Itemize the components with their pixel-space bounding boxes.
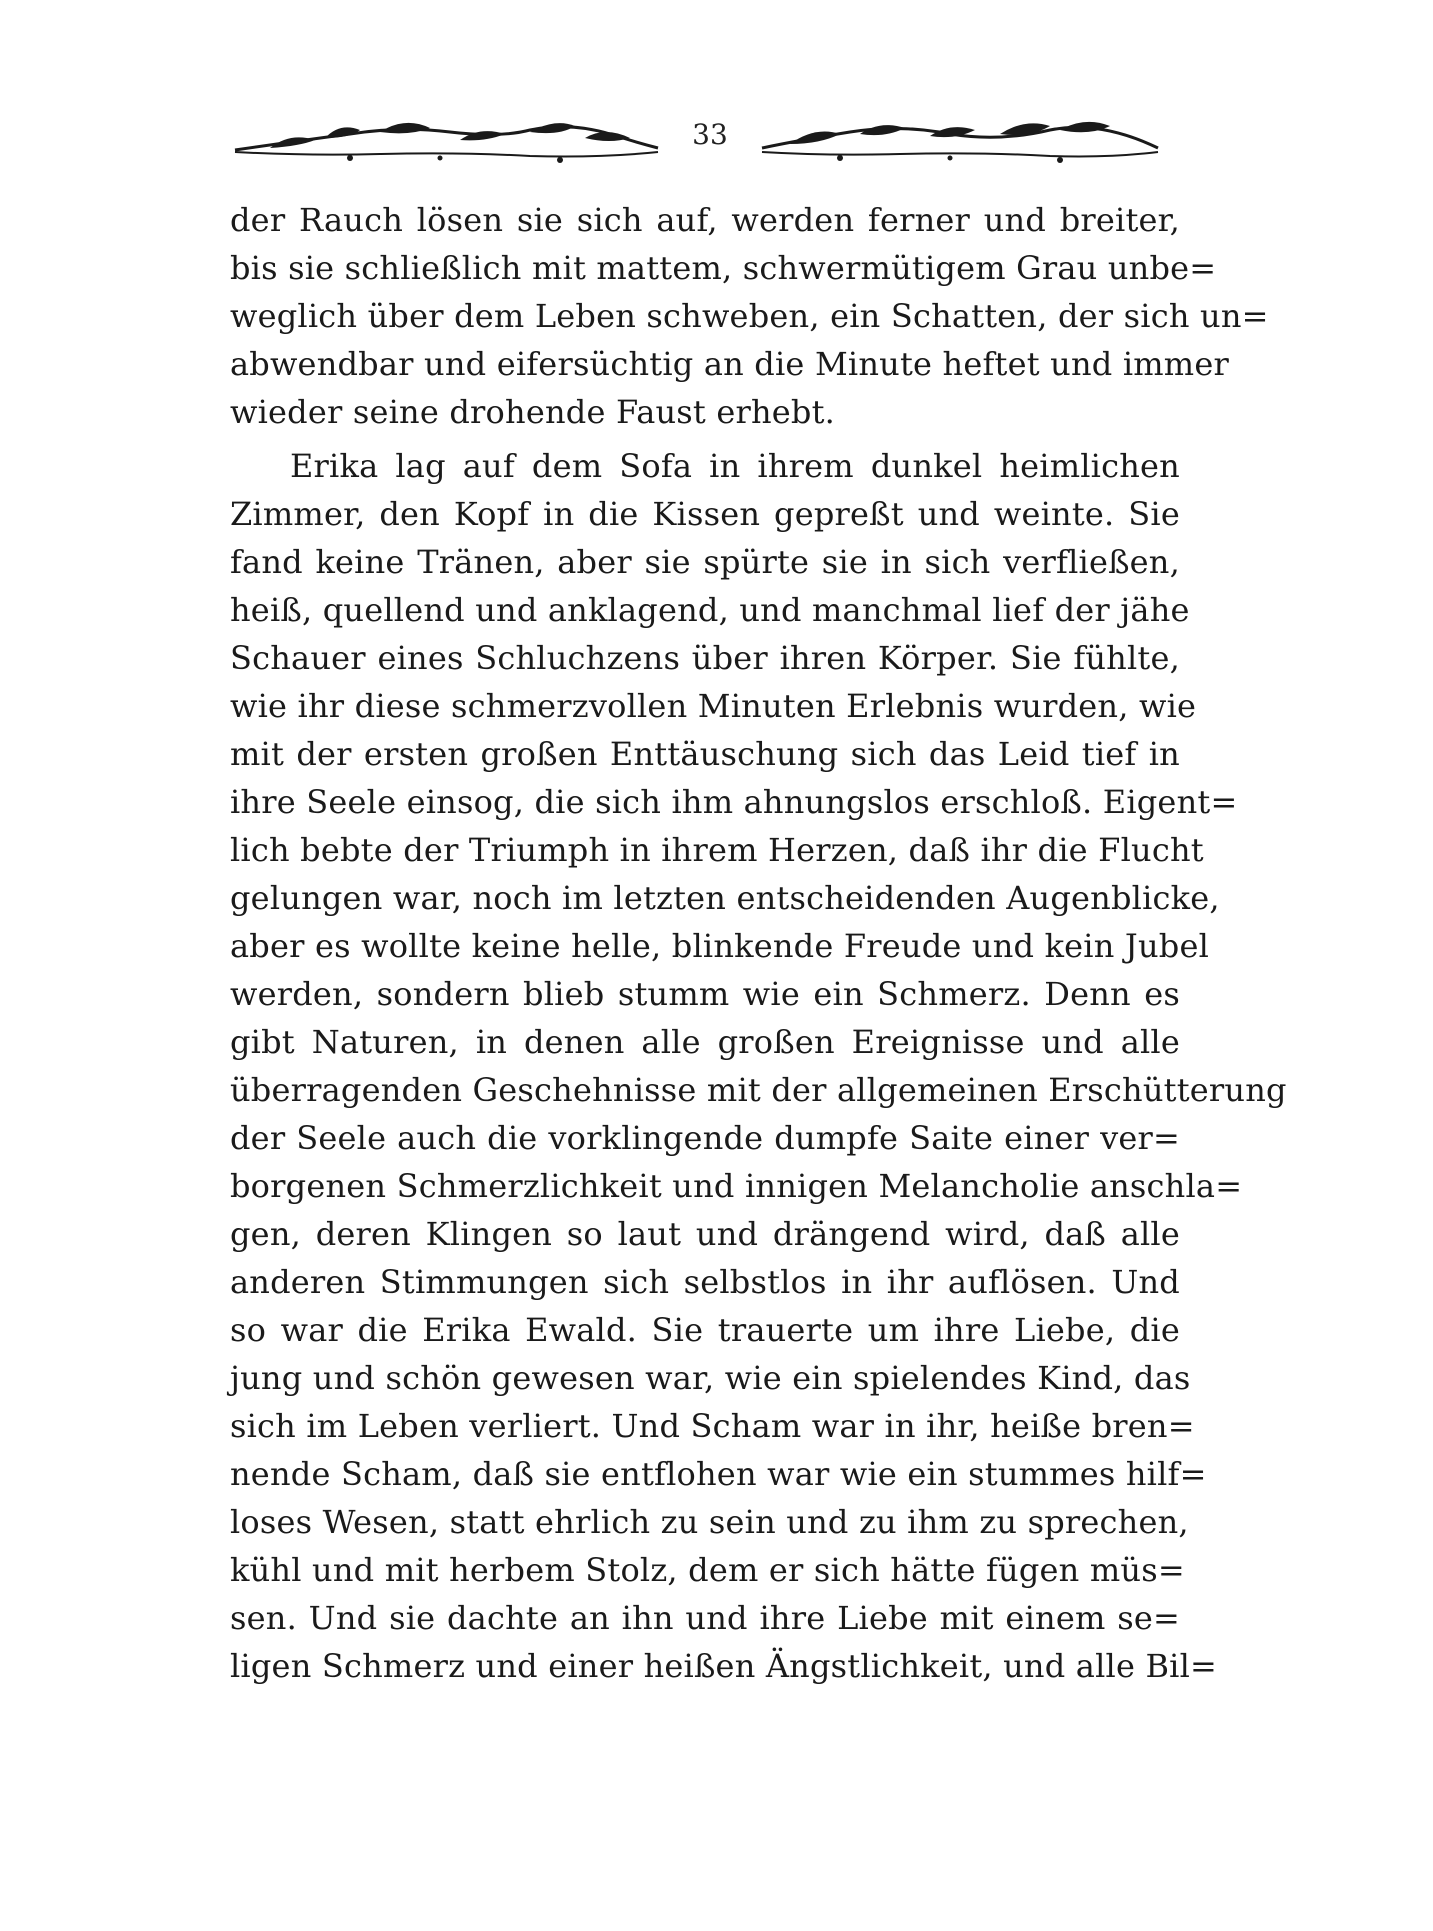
text-line: bis sie schließlich mit mattem, schwermütigem Grau unbe= (230, 249, 1217, 287)
text-line: gen, deren Klingen so laut und drängend wird, daß alle (230, 1215, 1180, 1253)
vine-ornament-right-icon (760, 112, 1160, 172)
text-line: gibt Naturen, in denen alle großen Ereignisse und alle (230, 1023, 1180, 1061)
text-line: Schauer eines Schluchzens über ihren Körper. Sie fühlte, (230, 639, 1180, 677)
text-line: anderen Stimmungen sich selbstlos in ihr auflösen. Und (230, 1263, 1180, 1301)
text-line: loses Wesen, statt ehrlich zu sein und zu ihm zu sprechen, (230, 1503, 1189, 1541)
text-line: wie ihr diese schmerzvollen Minuten Erlebnis wurden, wie (230, 687, 1197, 725)
text-line: aber es wollte keine helle, blinkende Freude und kein Jubel (230, 927, 1210, 965)
page-header (230, 112, 1160, 172)
text-line: sich im Leben verliert. Und Scham war in ihr, heiße bren= (230, 1407, 1195, 1445)
text-line: gelungen war, noch im letzten entscheidenden Augenblicke, (230, 879, 1220, 917)
text-line: Erika lag auf dem Sofa in ihrem dunkel heimlichen (290, 447, 1180, 485)
text-line: heiß, quellend und anklagend, und manchmal lief der jähe (230, 591, 1190, 629)
text-line: Zimmer, den Kopf in die Kissen gepreßt und weinte. Sie (230, 495, 1180, 533)
text-line: sen. Und sie dachte an ihn und ihre Liebe mit einem se= (230, 1599, 1180, 1637)
text-line: borgenen Schmerzlichkeit und innigen Melancholie anschla= (230, 1167, 1243, 1205)
page-number: 33 (692, 118, 728, 151)
text-line: kühl und mit herbem Stolz, dem er sich hätte fügen müs= (230, 1551, 1185, 1589)
text-line: so war die Erika Ewald. Sie trauerte um ihre Liebe, die (230, 1311, 1180, 1349)
text-line: fand keine Tränen, aber sie spürte sie in sich verfließen, (230, 543, 1180, 581)
text-line: der Seele auch die vorklingende dumpfe Saite einer ver= (230, 1119, 1180, 1157)
text-line: überragenden Geschehnisse mit der allgemeinen Erschütterung (230, 1071, 1287, 1109)
text-line: mit der ersten großen Enttäuschung sich das Leid tief in (230, 735, 1180, 773)
text-line: nende Scham, daß sie entflohen war wie ein stummes hilf= (230, 1455, 1207, 1493)
body-text (230, 200, 1287, 1760)
text-line: abwendbar und eifersüchtig an die Minute heftet und immer (230, 345, 1229, 383)
text-line: jung und schön gewesen war, wie ein spielendes Kind, das (230, 1359, 1191, 1397)
text-line: wieder seine drohende Faust erhebt. (230, 393, 836, 431)
text-line: lich bebte der Triumph in ihrem Herzen, daß ihr die Flucht (230, 831, 1204, 869)
text-line: weglich über dem Leben schweben, ein Schatten, der sich un= (230, 297, 1269, 335)
text-line: der Rauch lösen sie sich auf, werden ferner und breiter, (230, 201, 1180, 239)
text-line: werden, sondern blieb stumm wie ein Schmerz. Denn es (230, 975, 1180, 1013)
vine-ornament-left-icon (230, 112, 660, 172)
text-line: ihre Seele einsog, die sich ihm ahnungslos erschloß. Eigent= (230, 783, 1238, 821)
text-line: ligen Schmerz und einer heißen Ängstlichkeit, und alle Bil= (230, 1647, 1218, 1685)
